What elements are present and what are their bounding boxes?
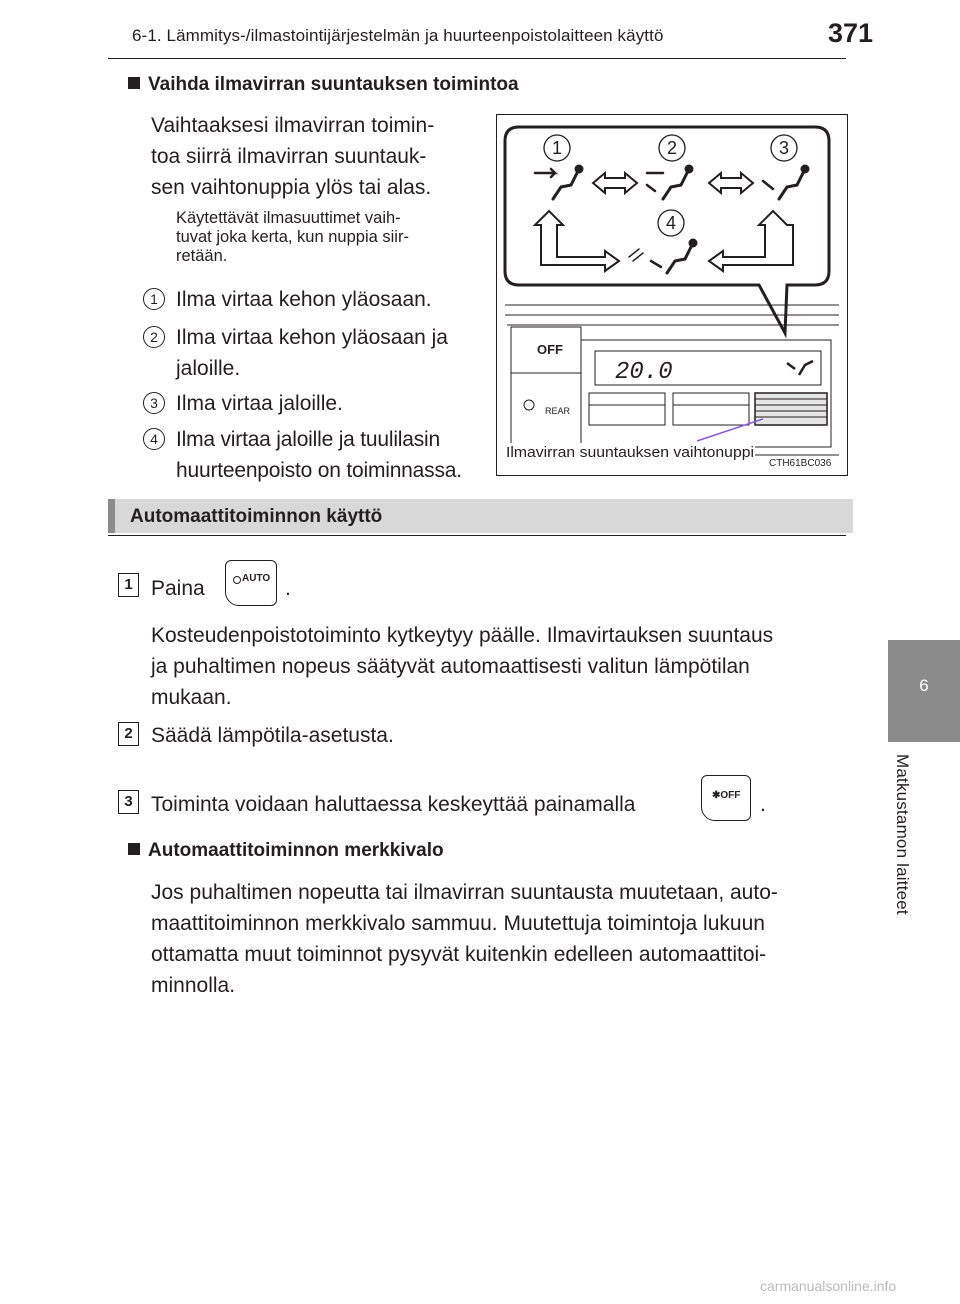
callout-2-label: 2: [666, 138, 678, 158]
item-4-text: Ilma virtaa jaloille ja tuulilasin huurteenpoisto on toiminnassa.: [176, 428, 462, 482]
off-button-label: OFF: [537, 342, 563, 357]
display-temperature: 20.0: [615, 359, 673, 386]
item-number-2: 2: [143, 326, 165, 348]
mode-1-icon: [535, 166, 582, 199]
step-3-text: Toiminta voidaan haluttaessa keskeyttää painamalla: [151, 793, 636, 816]
switch-arrow-2-icon: [709, 173, 753, 193]
flow-arrow-right-icon: [709, 211, 793, 271]
display-mode-icon: [787, 361, 813, 375]
callout-4-label: 4: [665, 213, 677, 233]
step-3-period: .: [760, 793, 766, 816]
step-2-text: Säädä lämpötila-asetusta.: [151, 724, 394, 747]
chapter-number: 6: [919, 676, 929, 695]
section1-heading: Vaihda ilmavirran suuntauksen toimintoa: [128, 74, 519, 96]
pointer-line: [697, 419, 763, 441]
airflow-mode-figure: [496, 114, 848, 476]
item-number-1: 1: [143, 288, 165, 310]
mode-4-icon: [629, 240, 696, 273]
section1-note: Käytettävät ilmasuuttimet vaih- tuvat joka kerta, kun nuppia siir- retään.: [176, 209, 409, 265]
section1-intro: Vaihtaaksesi ilmavirran toimin- toa siirrä ilmavirran suuntauk- sen vaihtonuppia ylös tai alas.: [151, 114, 435, 199]
off-button-icon: ✱OFF: [701, 775, 751, 821]
header-title: 6-1. Lämmitys-/ilmastointijärjestelmän ja huurteenpoistolaitteen käyttö: [132, 26, 664, 45]
step-1-text: Paina: [151, 577, 205, 600]
step-number-3: 3: [118, 790, 139, 814]
callout-1-label: 1: [551, 138, 563, 158]
square-bullet-icon: [128, 77, 140, 89]
flow-arrow-left-icon: [535, 211, 619, 271]
section2-rule: [108, 535, 846, 536]
square-bullet-icon: [128, 843, 140, 855]
item-number-4: 4: [143, 428, 165, 450]
climate-panel-illustration: [497, 115, 847, 475]
figure-caption: Ilmavirran suuntauksen vaihtonuppi: [506, 444, 754, 461]
watermark: carmanualsonline.info: [760, 1278, 897, 1294]
mode-2-icon: [647, 166, 692, 199]
chapter-label: Matkustamon laitteet: [893, 754, 912, 915]
section2-paragraph: Jos puhaltimen nopeutta tai ilmavirran suuntausta muutetaan, auto- maattitoiminnon merkkivalo sammuu. Muutettuja toimintoja lukuun ottamatta muut toiminnot pysyvät kuitenkin edelleen automaattitoi- minnolla.: [151, 881, 778, 997]
callout-3-label: 3: [778, 138, 790, 158]
step-number-2: 2: [118, 722, 139, 746]
step-1-description: Kosteudenpoistotoiminto kytkeytyy päälle. Ilmavirtauksen suuntaus ja puhaltimen nopeus säätyvät automaattisesti valitun lämpötilan mukaan.: [151, 624, 774, 709]
switch-arrow-1-icon: [593, 173, 637, 193]
item-2-text: Ilma virtaa kehon yläosaan ja jaloille.: [176, 326, 448, 380]
mode-3-icon: [763, 166, 808, 199]
section2-title: Automaattitoiminnon käyttö: [130, 506, 383, 527]
figure-code: CTH61BC036: [769, 458, 832, 469]
header-rule: [108, 58, 846, 59]
item-1-text: Ilma virtaa kehon yläosaan.: [176, 288, 432, 311]
auto-button-icon: AUTO: [225, 560, 277, 606]
item-number-3: 3: [143, 392, 165, 414]
step-number-1: 1: [118, 573, 139, 597]
page-number: 371: [828, 18, 874, 48]
rear-defog-label: REAR: [545, 406, 571, 416]
step-1-period: .: [285, 577, 291, 600]
item-3-text: Ilma virtaa jaloille.: [176, 392, 343, 415]
section2-subheading: Automaattitoiminnon merkkivalo: [128, 840, 444, 862]
